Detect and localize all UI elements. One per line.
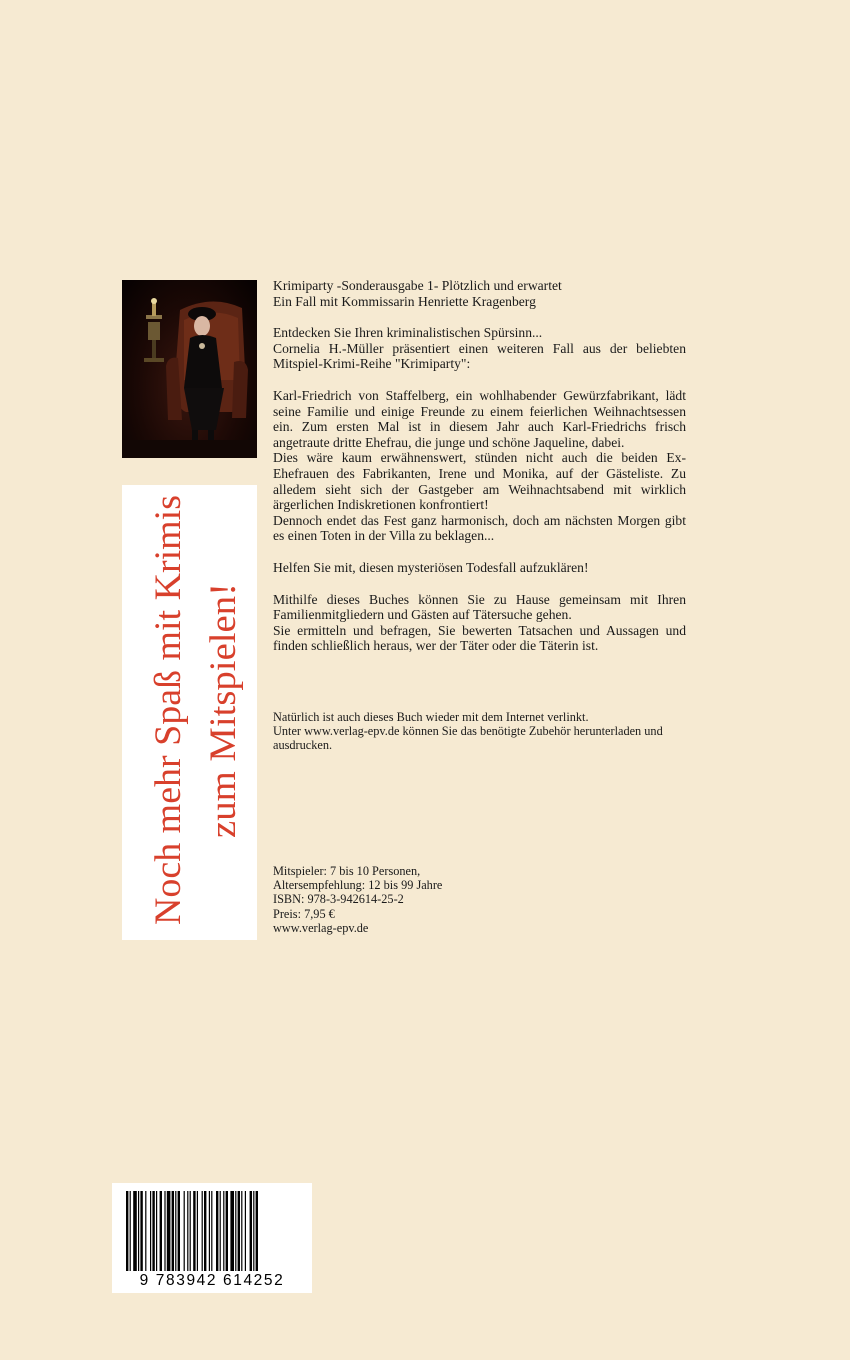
call-to-action: Helfen Sie mit, diesen mysteriösen Todesfall aufzuklären! (273, 559, 589, 575)
book-subtitle: Ein Fall mit Kommissarin Henriette Kragenberg (273, 293, 536, 309)
barcode-bar (126, 1191, 128, 1271)
barcode-bar (140, 1191, 142, 1271)
intro-line-1: Entdecken Sie Ihren kriminalistischen Spürsinn... (273, 325, 543, 341)
barcode-bar (238, 1191, 240, 1271)
age-info: Altersempfehlung: 12 bis 99 Jahre (273, 878, 443, 893)
barcode-bar (226, 1191, 228, 1271)
barcode-bar (190, 1191, 191, 1271)
barcode-bar (130, 1191, 131, 1271)
barcode-bar (241, 1191, 242, 1271)
story-paragraph-2: Dies wäre kaum erwähnenswert, stünden nicht auch die beiden Ex-Ehefrauen des Fabrikanten, Irene und Monika, auf der Gästeliste. Zu alledem sieht sich der Gastgeber am Weihnachtsabend mit wirklich ärgerlichen Indiskretionen konfrontiert! (273, 450, 686, 513)
book-title-block (273, 278, 686, 309)
barcode-bar (245, 1191, 246, 1271)
barcode-bar (220, 1191, 221, 1271)
internet-line-2: Unter www.verlag-epv.de können Sie das benötigte Zubehör herunterladen und (273, 724, 663, 739)
barcode-bar (167, 1191, 171, 1271)
barcode-bar (133, 1191, 137, 1271)
cover-photo (122, 280, 257, 458)
internet-line-3: ausdrucken. (273, 738, 333, 753)
barcode-bar (209, 1191, 210, 1271)
story-paragraph-3: Dennoch endet das Fest ganz harmonisch, doch am nächsten Morgen gibt es einen Toten in der Villa zu beklagen... (273, 512, 686, 544)
description-column (273, 278, 686, 654)
barcode-bar (152, 1191, 154, 1271)
price-info: Preis: 7,95 € (273, 906, 335, 921)
barcode-bar (197, 1191, 198, 1271)
barcode-bar (211, 1191, 212, 1271)
barcode-bar (216, 1191, 218, 1271)
barcode-bar (172, 1191, 174, 1271)
isbn-info: ISBN: 978-3-942614-25-2 (273, 892, 404, 907)
barcode-bar (138, 1191, 139, 1271)
internet-line-1: Natürlich ist auch dieses Buch wieder mit dem Internet verlinkt. (273, 710, 589, 724)
barcode-bar (223, 1191, 224, 1271)
barcode-bar (184, 1191, 185, 1271)
barcode-bar (175, 1191, 176, 1271)
barcode-bar (256, 1191, 258, 1271)
internet-note (273, 710, 723, 753)
slogan-line-2: zum Mitspielen! (203, 594, 244, 838)
intro-line-2: Cornelia H.-Müller präsentiert einen weiteren Fall aus der beliebten Mitspiel-Krimi-Reihe "Krimiparty": (273, 340, 686, 372)
howto-paragraph-2: Sie ermitteln und befragen, Sie bewerten Tatsachen und Aussagen und finden schließlich heraus, wer der Täter oder die Täterin ist. (273, 622, 686, 654)
book-details (273, 864, 723, 935)
slogan-line-1: Noch mehr Spaß mit Krimis (148, 505, 189, 925)
howto-paragraph-1: Mithilfe dieses Buches können Sie zu Hause gemeinsam mit Ihren Familienmitgliedern und Gästen auf Tätersuche gehen. (273, 591, 686, 623)
barcode-bar (156, 1191, 157, 1271)
book-title: Krimiparty -Sonderausgabe 1- Plötzlich und erwartet (273, 278, 562, 293)
barcode-digits: 9 783942 614252 (139, 1272, 285, 1289)
website-info: www.verlag-epv.de (273, 920, 369, 935)
barcode-bar (204, 1191, 206, 1271)
barcode-bar (235, 1191, 236, 1271)
barcode-bar (230, 1191, 234, 1271)
barcode-bar (187, 1191, 188, 1271)
barcode-bar (150, 1191, 151, 1271)
barcode-bar (160, 1191, 162, 1271)
barcode-bar (164, 1191, 165, 1271)
barcode-bar (145, 1191, 146, 1271)
barcode (112, 1183, 312, 1293)
slogan-banner (122, 485, 257, 940)
barcode-bar (178, 1191, 180, 1271)
barcode-bar (193, 1191, 195, 1271)
barcode-bar (202, 1191, 203, 1271)
players-info: Mitspieler: 7 bis 10 Personen, (273, 864, 421, 878)
barcode-bar (253, 1191, 254, 1271)
barcode-bar (250, 1191, 252, 1271)
story-paragraph-1: Karl-Friedrich von Staffelberg, ein wohlhabender Gewürzfabrikant, lädt seine Familie und einige Freunde zu einem feierlichen Weihnachtsessen ein. Zum ersten Mal ist in diesem Jahr auch Karl-Friedrichs frisch angetraute dritte Ehefrau, die junge und schöne Jaqueline, dabei. (273, 387, 686, 450)
